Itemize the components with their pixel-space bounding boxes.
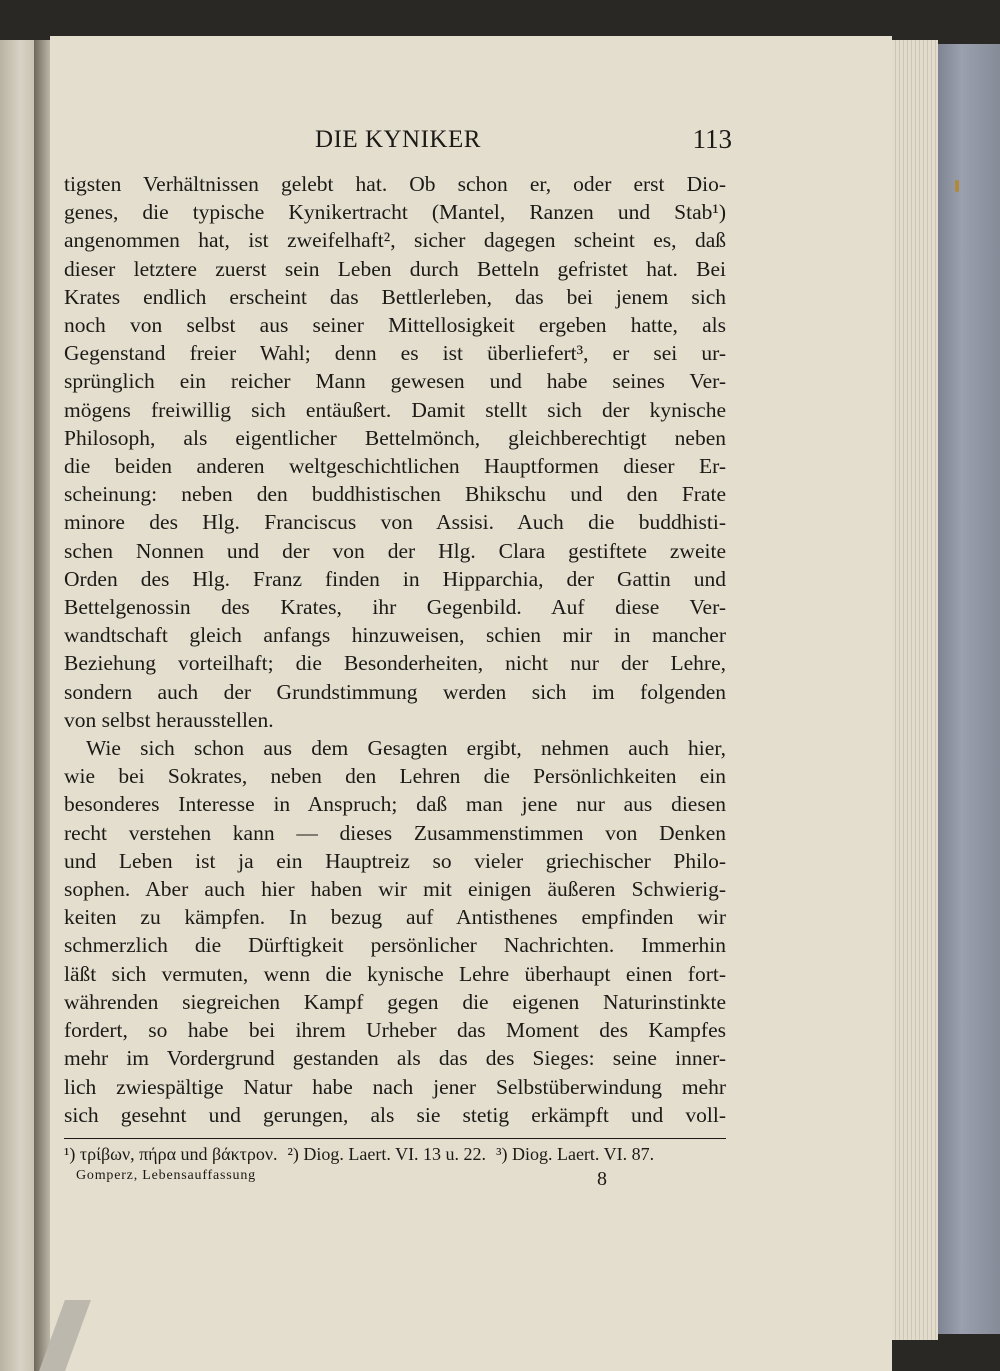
text-line: noch von selbst aus seiner Mittellosigkeit ergeben hatte, als [64, 313, 726, 338]
text-line: scheinung: neben den buddhistischen Bhikschu und den Frate [64, 482, 726, 507]
text-line: und Leben ist ja ein Hauptreiz so vieler griechischer Philo- [64, 848, 726, 873]
footnotes [64, 1142, 726, 1166]
text-line: Krates endlich erscheint das Bettlerleben, das bei jenem sich [64, 284, 726, 309]
text-line: schen Nonnen und der von der Hlg. Clara gestiftete zweite [64, 538, 726, 563]
text-line: besonderes Interesse in Anspruch; daß man jene nur aus diesen [64, 792, 726, 817]
text-line: sondern auch der Grundstimmung werden sich im folgenden [64, 679, 726, 704]
text-line: Orden des Hlg. Franz finden in Hipparchia, der Gattin und [64, 566, 726, 591]
text-line: mögens freiwillig sich entäußert. Damit stellt sich der kynische [64, 397, 726, 422]
text-line: mehr im Vordergrund gestanden als das des Sieges: seine inner- [64, 1046, 726, 1071]
text-line: Wie sich schon aus dem Gesagten ergibt, nehmen auch hier, [86, 736, 726, 761]
page-number: 113 [692, 124, 732, 154]
text-line: Bettelgenossin des Krates, ihr Gegenbild. Auf diese Ver- [64, 595, 726, 620]
text-line: sophen. Aber auch hier haben wir mit einigen äußeren Schwierig- [64, 877, 726, 902]
footnote-divider [64, 1138, 726, 1139]
edge-mark [955, 180, 959, 192]
footnote-2: ²) Diog. Laert. VI. 13 u. 22. [287, 1144, 487, 1164]
page-header [64, 122, 732, 162]
text-line: sprünglich ein reicher Mann gewesen und habe seines Ver- [64, 369, 726, 394]
text-line: fordert, so habe bei ihrem Urheber das Moment des Kampfes [64, 1018, 726, 1043]
text-line: läßt sich vermuten, wenn die kynische Lehre überhaupt einen fort- [64, 961, 726, 986]
text-line: von selbst herausstellen. [64, 707, 274, 732]
text-line: dieser letztere zuerst sein Leben durch Betteln gefristet hat. Bei [64, 256, 726, 281]
text-line: sich gesehnt und gerungen, als sie stetig erkämpft und voll- [64, 1102, 726, 1127]
running-title: DIE KYNIKER [315, 126, 481, 153]
text-line: tigsten Verhältnissen gelebt hat. Ob schon er, oder erst Dio- [64, 172, 726, 196]
text-line: währenden siegreichen Kampf gegen die eigenen Naturinstinkte [64, 989, 726, 1014]
text-line: Philosoph, als eigentlicher Bettelmönch, gleichberechtigt neben [64, 425, 726, 450]
footnote-1: ¹) τρίβων, πήρα und βάκτρον. [64, 1144, 278, 1164]
text-line: minore des Hlg. Franciscus von Assisi. Auch die buddhisti- [64, 510, 726, 535]
book-cover-edge [936, 44, 1000, 1334]
text-line: angenommen hat, ist zweifelhaft², sicher dagegen scheint es, daß [64, 228, 726, 253]
left-page-edge [0, 40, 34, 1371]
text-line: schmerzlich die Dürftigkeit persönlicher Nachrichten. Immerhin [64, 933, 726, 958]
printer-signature: Gomperz, Lebensauffassung [76, 1168, 256, 1183]
footnote-3: ³) Diog. Laert. VI. 87. [496, 1144, 655, 1164]
text-line: lich zwiespältige Natur habe nach jener Selbstüberwindung mehr [64, 1074, 726, 1099]
text-line: wandtschaft gleich anfangs hinzuweisen, schien mir in mancher [64, 623, 726, 648]
body-text [64, 170, 726, 1129]
text-line: Gegenstand freier Wahl; denn es ist überliefert³, er sei ur- [64, 341, 726, 366]
text-line: genes, die typische Kynikertracht (Mantel, Ranzen und Stab¹) [64, 200, 726, 225]
page-block-edge [888, 40, 938, 1340]
text-line: wie bei Sokrates, neben den Lehren die Persönlichkeiten ein [64, 764, 726, 789]
sheet-number: 8 [597, 1168, 607, 1190]
text-line: die beiden anderen weltgeschichtlichen Hauptformen dieser Er- [64, 454, 726, 479]
text-line: Beziehung vorteilhaft; die Besonderheiten, nicht nur der Lehre, [64, 651, 726, 676]
text-line: recht verstehen kann — dieses Zusammenstimmen von Denken [64, 820, 726, 845]
text-line: keiten zu kämpfen. In bezug auf Antisthenes empfinden wir [64, 905, 726, 930]
